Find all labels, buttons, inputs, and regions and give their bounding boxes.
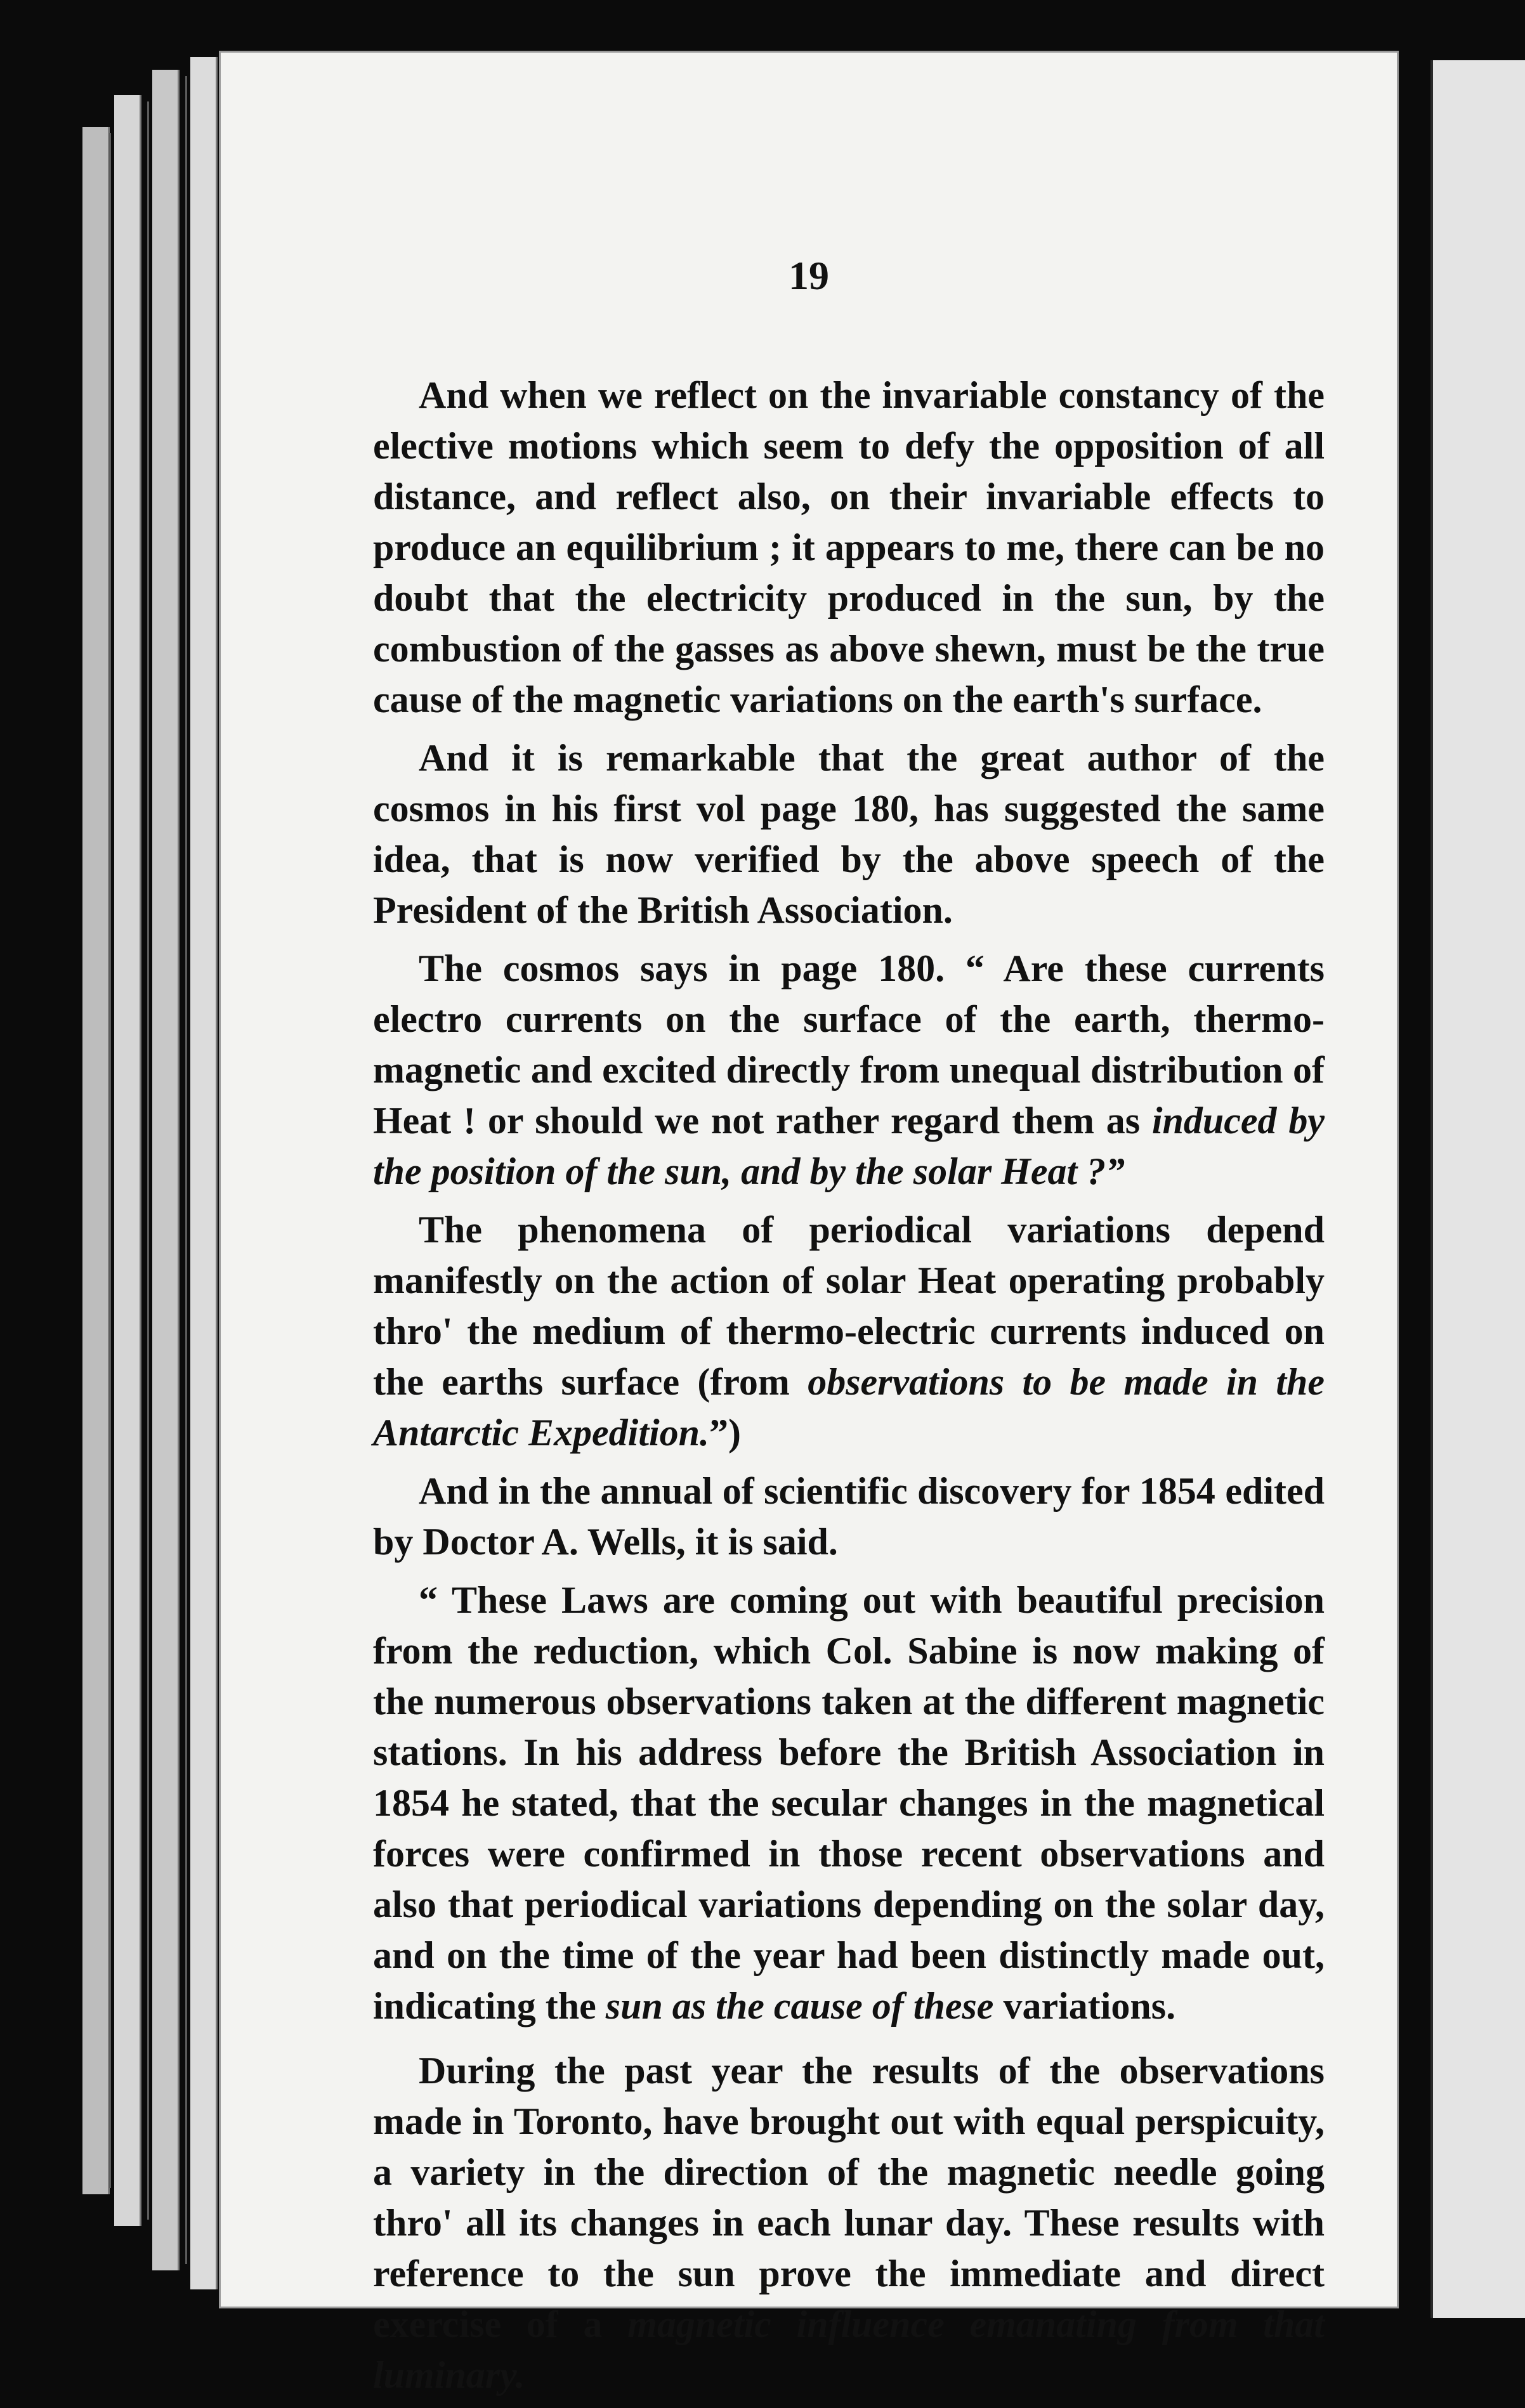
paragraph — [373, 943, 1325, 1197]
italic-text: induced by the position of the sun, and by the solar Heat ?” — [373, 1100, 1325, 1192]
text-run: The phenomena of periodical variations depend manifestly on the action of solar Heat operating probably thro' the medium of thermo-electric currents induced on the earths surface (from — [373, 1209, 1325, 1403]
page-edge — [190, 57, 218, 2289]
paragraph — [373, 1466, 1325, 1567]
page-edge-line — [147, 101, 149, 2220]
italic-text: sun as the cause of these — [605, 1985, 994, 2027]
text-run: ”) — [709, 1412, 742, 1454]
text-run: And in the annual of scientific discovery for 1854 edited by Doctor A. Wells, it is said. — [373, 1470, 1325, 1563]
page-number: 19 — [789, 253, 829, 298]
text-run: “ These Laws are coming out with beautiful precision from the reduction, which Col. Sabine is now making of the numerous observations taken at the different magnetic stations. In his address before the British Association in 1854 he stated, that the secular changes in the magnetical forces were confirmed in those recent observations and also that periodical variations depending on the solar day, and on the time of the year had been distinctly made out, indicating the — [373, 1579, 1325, 2027]
page-edge — [82, 127, 110, 2194]
paragraph — [373, 1204, 1325, 1458]
italic-text: magnetic influence emanating from that luminary. — [373, 2303, 1325, 2396]
page-edge — [152, 70, 180, 2270]
page-edge-line — [185, 76, 187, 2264]
body-text — [373, 370, 1325, 2408]
paragraph — [373, 1575, 1325, 2031]
paragraph — [373, 732, 1325, 935]
text-run: And it is remarkable that the great author of the cosmos in his first vol page 180, has suggested the same idea, that is now verified by the above speech of the President of the British Association. — [373, 737, 1325, 931]
text-run: variations. — [993, 1985, 1176, 2027]
text-run: The cosmos says in page 180. “ Are these currents electro currents on the surface of the earth, thermo-magnetic and excited directly from unequal distribution of Heat ! or should we not rather regard them as — [373, 947, 1325, 1142]
page-edge-line — [109, 133, 111, 2188]
italic-text: observations to be made in the Antarctic Expedition. — [373, 1361, 1325, 1454]
page-edge — [114, 95, 141, 2226]
paragraph — [373, 2045, 1325, 2400]
text-run: And when we reflect on the invariable constancy of the elective motions which seem to defy the opposition of all distance, and reflect also, on their invariable effects to produce an equilibrium ; it appears to me, there can be no doubt that the electricity produced in the sun, by the combustion of the gasses as above shewn, must be the true cause of the magnetic variations on the earth's surface. — [373, 374, 1325, 720]
paragraph — [373, 370, 1325, 725]
facing-page — [1430, 60, 1525, 2318]
text-run: During the past year the results of the observations made in Toronto, have brought out with equal perspicuity, a variety in the direction of the magnetic needle going thro' all its changes in each lunar day. These results with reference to the sun prove the immediate and direct exercise of a — [373, 2050, 1325, 2345]
book-page — [219, 51, 1399, 2396]
